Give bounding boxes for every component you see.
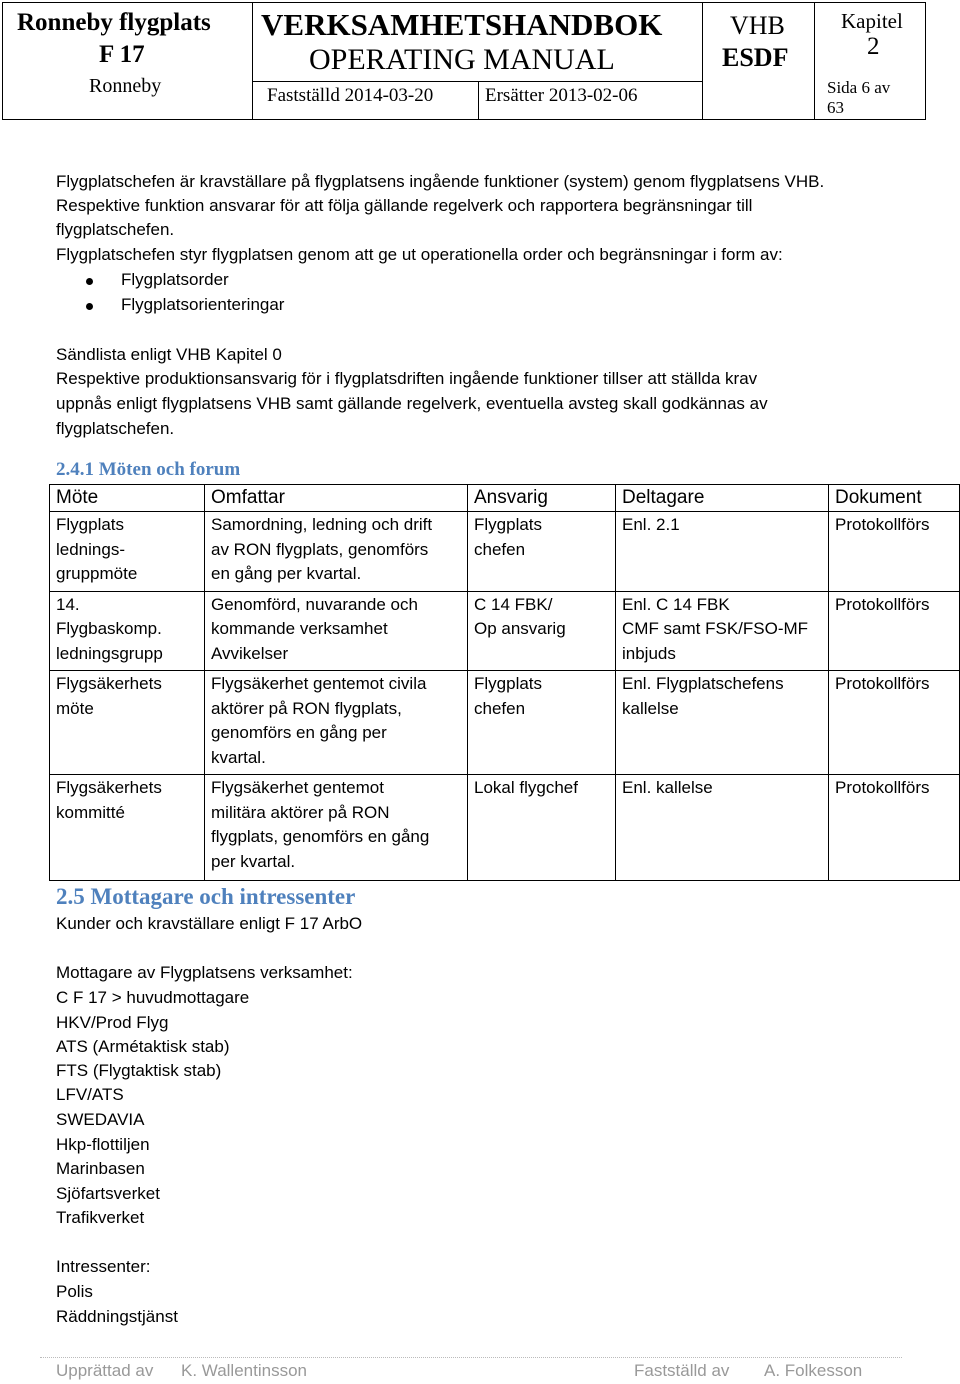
org-name: Ronneby flygplats [17,9,211,36]
table-row [50,591,960,671]
list-item: C F 17 > huvudmottagare [56,988,250,1007]
column-header: Omfattar [205,485,468,512]
cell-dokument: Protokollförs [829,591,960,671]
list-item: Trafikverket [56,1208,145,1227]
cell-omfattar: Samordning, ledning och drift av RON flygplats, genomförs en gång per kvartal. [205,512,468,592]
bullet-item: Flygplatsorder [121,270,229,289]
column-header: Deltagare [616,485,829,512]
cell-mote: Flygplats lednings- gruppmöte [50,512,205,592]
stakeholders-label: Intressenter: [56,1257,151,1276]
list-item: HKV/Prod Flyg [56,1013,169,1032]
established-date: Fastställd 2014-03-20 [267,85,434,106]
manual-subtitle: OPERATING MANUAL [309,43,615,76]
list-item: SWEDAVIA [56,1110,145,1129]
header-code-cell [703,3,815,119]
list-item: Polis [56,1282,93,1301]
cell-dokument: Protokollförs [829,512,960,592]
org-code: F 17 [99,41,145,68]
chapter-label: Kapitel [841,9,903,33]
intro-p1-line1: Flygplatschefen är kravställare på flygplatsens ingående funktioner (system) genom flygplatsens VHB. [56,172,825,191]
cell-omfattar: Flygsäkerhet gentemot civila aktörer på RON flygplats, genomförs en gång per kvartal. [205,671,468,775]
list-item: LFV/ATS [56,1085,124,1104]
cell-deltagare: Enl. Flygplatschefens kallelse [616,671,829,775]
intro-p4-line3: flygplatschefen. [56,419,175,438]
header-page-cell [815,3,925,119]
list-item: Hkp-flottiljen [56,1135,150,1154]
cell-deltagare: Enl. C 14 FBK CMF samt FSK/FSO-MF inbjuds [616,591,829,671]
table-header-row [50,485,960,512]
customers-line: Kunder och kravställare enligt F 17 ArbO [56,914,363,933]
meetings-table [49,484,960,881]
cell-omfattar: Flygsäkerhet gentemot militära aktörer på RON flygplats, genomförs en gång per kvartal. [205,775,468,881]
cell-mote: 14. Flygbaskomp. ledningsgrupp [50,591,205,671]
cell-omfattar: Genomförd, nuvarande och kommande verksamhet Avvikelser [205,591,468,671]
page-label: Sida 6 av [827,78,891,97]
cell-deltagare: Enl. kallelse [616,775,829,881]
column-header: Dokument [829,485,960,512]
intro-p2: Flygplatschefen styr flygplatsen genom att ge ut operationella order och begränsningar i form av: [56,245,783,264]
list-item: Sjöfartsverket [56,1184,160,1203]
cell-ansvarig: Lokal flygchef [468,775,616,881]
header-date-divider [478,81,479,119]
bullet-icon [86,278,93,285]
footer-prepared-label: Upprättad av [56,1361,154,1380]
bullet-item: Flygplatsorienteringar [121,295,285,314]
table-row [50,512,960,592]
replaces-date: Ersätter 2013-02-06 [485,85,638,106]
footer-prepared-by: K. Wallentinsson [181,1361,307,1380]
intro-p3: Sändlista enligt VHB Kapitel 0 [56,345,282,364]
document-header [2,2,926,120]
doc-code-vhb: VHB [730,11,785,40]
table-row [50,775,960,881]
manual-title: VERKSAMHETSHANDBOK [261,7,663,42]
intro-p1-line2: Respektive funktion ansvarar för att följa gällande regelverk och rapportera begränsningar till [56,196,753,215]
column-header: Ansvarig [468,485,616,512]
footer-approved-by: A. Folkesson [764,1361,863,1380]
cell-deltagare: Enl. 2.1 [616,512,829,592]
column-header: Möte [50,485,205,512]
doc-code-esdf: ESDF [722,43,789,72]
page-total: 63 [827,98,844,117]
header-org-cell [3,3,253,119]
chapter-number: 2 [867,33,880,60]
list-item: Marinbasen [56,1159,145,1178]
bullet-icon [86,303,93,310]
list-item: Räddningstjänst [56,1307,178,1326]
cell-ansvarig: Flygplats chefen [468,671,616,775]
org-location: Ronneby [89,75,162,97]
cell-mote: Flygsäkerhets kommitté [50,775,205,881]
cell-ansvarig: Flygplats chefen [468,512,616,592]
cell-mote: Flygsäkerhets möte [50,671,205,775]
recipients-label: Mottagare av Flygplatsens verksamhet: [56,963,353,982]
cell-dokument: Protokollförs [829,671,960,775]
table-row [50,671,960,775]
cell-ansvarig: C 14 FBK/ Op ansvarig [468,591,616,671]
footer-divider [40,1357,902,1358]
list-item: ATS (Armétaktisk stab) [56,1037,230,1056]
list-item: FTS (Flygtaktisk stab) [56,1061,222,1080]
section-heading-recipients: 2.5 Mottagare och intressenter [56,884,356,909]
intro-p4-line2: uppnås enligt flygplatsens VHB samt gällande regelverk, eventuella avsteg skall godkännas av [56,394,768,413]
intro-p1-line3: flygplatschefen. [56,220,175,239]
footer-approved-label: Fastställd av [634,1361,730,1380]
section-heading-meetings: 2.4.1 Möten och forum [56,459,241,480]
intro-p4-line1: Respektive produktionsansvarig för i flygplatsdriften ingående funktioner tillser att ställda krav [56,369,758,388]
cell-dokument: Protokollförs [829,775,960,881]
